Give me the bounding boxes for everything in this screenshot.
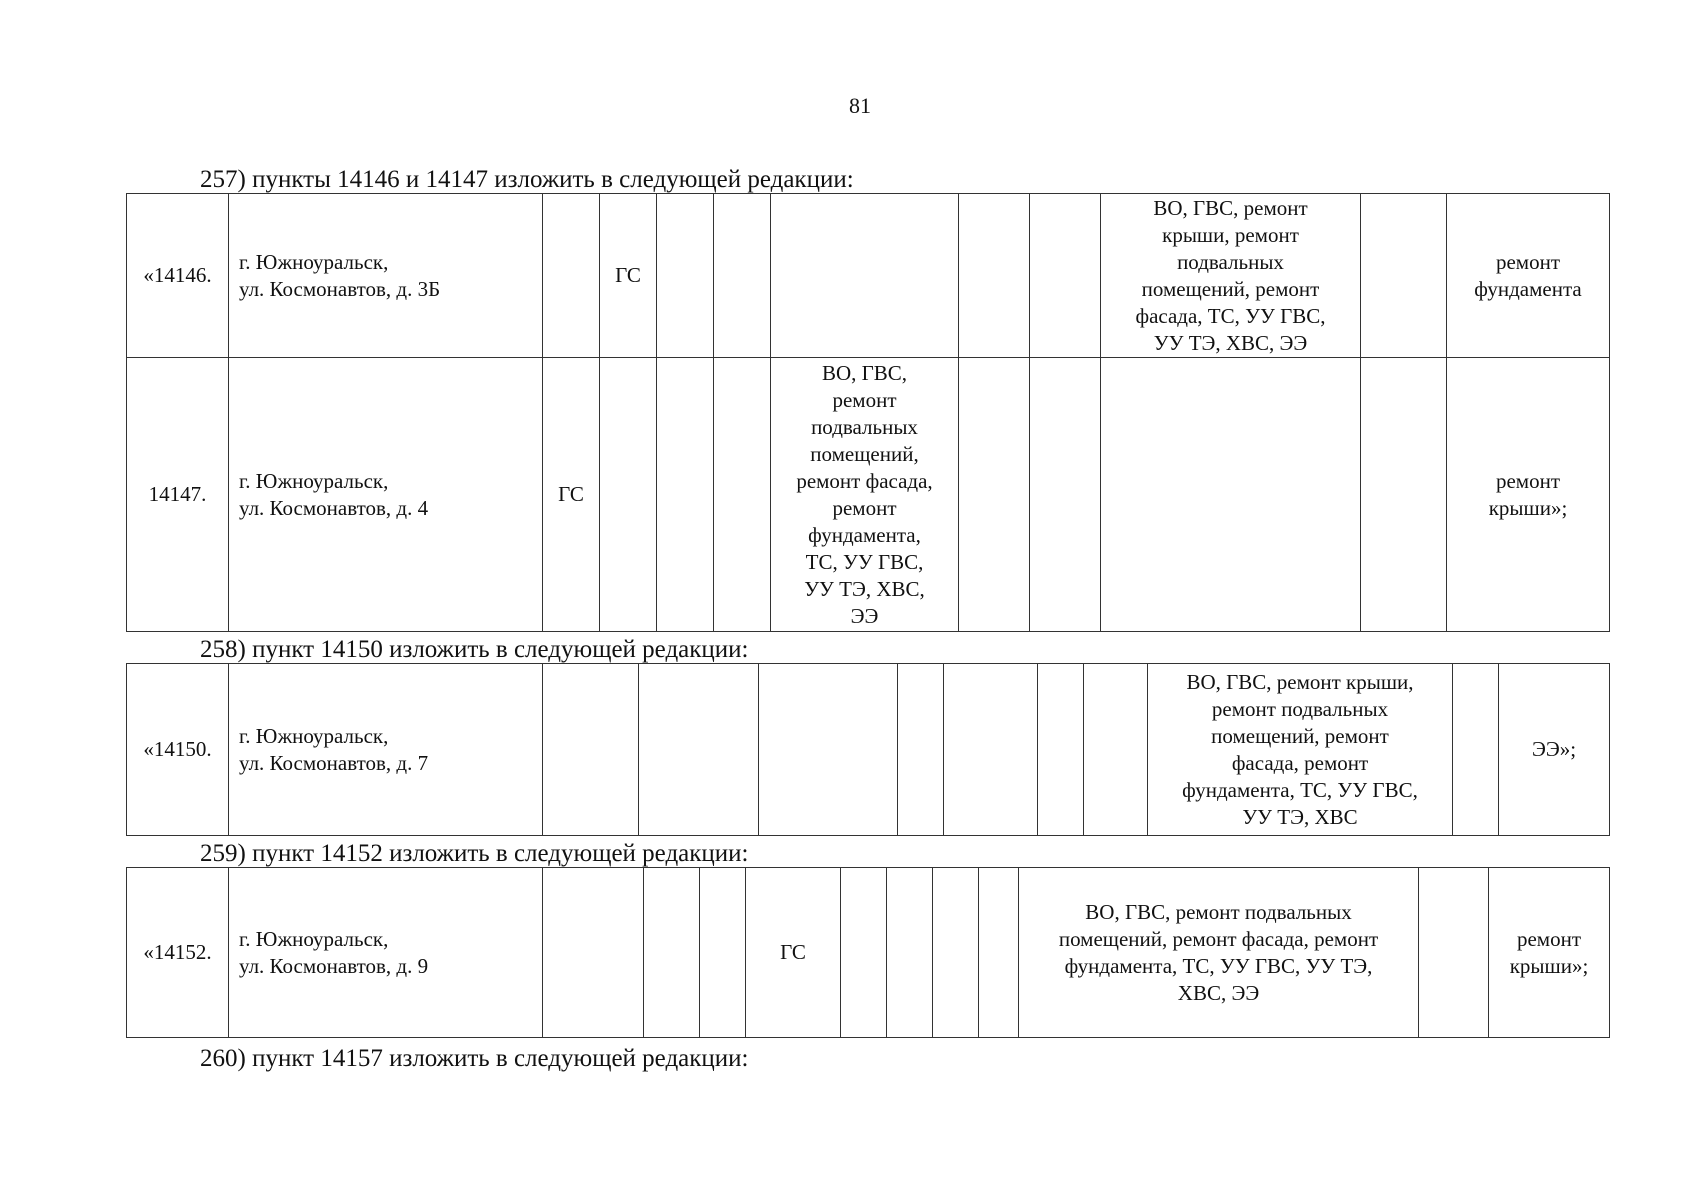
item-number: 14147. xyxy=(127,358,229,632)
amendment-table-14146-14147 xyxy=(126,193,1610,632)
table-cell xyxy=(898,664,944,836)
works-cell: ВО, ГВС, ремонт подвальных помещений, ремонт фасада, ремонт фундамента, ТС, УУ ГВС, УУ ТЭ, ХВС, ЭЭ xyxy=(771,358,959,632)
table-cell xyxy=(1038,664,1084,836)
table-cell xyxy=(1030,358,1101,632)
section-heading-260: 260) пункт 14157 изложить в следующей редакции: xyxy=(200,1045,749,1072)
table-cell: ремонт фундамента xyxy=(1447,194,1610,358)
section-heading-259: 259) пункт 14152 изложить в следующей редакции: xyxy=(200,840,749,867)
table-cell xyxy=(543,194,600,358)
page-number: 81 xyxy=(849,93,871,118)
table-cell xyxy=(714,194,771,358)
table-cell: ЭЭ»; xyxy=(1499,664,1610,836)
table-cell xyxy=(759,664,898,836)
address-cell: г. Южноуральск, ул. Космонавтов, д. 7 xyxy=(229,664,543,836)
address-cell: г. Южноуральск, ул. Космонавтов, д. 4 xyxy=(229,358,543,632)
table-cell xyxy=(959,358,1030,632)
amendment-table-14152 xyxy=(126,867,1610,1038)
table-cell: ГС xyxy=(600,194,657,358)
table-cell xyxy=(639,664,759,836)
table-cell xyxy=(887,868,933,1038)
table-cell: ремонт крыши»; xyxy=(1447,358,1610,632)
table-cell xyxy=(1419,868,1489,1038)
table-cell xyxy=(1361,194,1447,358)
works-cell: ВО, ГВС, ремонт крыши, ремонт подвальных помещений, ремонт фасада, ТС, УУ ГВС, УУ ТЭ, ХВС, ЭЭ xyxy=(1101,194,1361,358)
table-cell xyxy=(1361,358,1447,632)
table-cell xyxy=(1030,194,1101,358)
table-cell xyxy=(644,868,700,1038)
works-cell: ВО, ГВС, ремонт подвальных помещений, ремонт фасада, ремонт фундамента, ТС, УУ ГВС, УУ ТЭ, ХВС, ЭЭ xyxy=(1019,868,1419,1038)
table-cell: ремонт крыши»; xyxy=(1489,868,1610,1038)
table-row xyxy=(127,194,1610,358)
item-number: «14152. xyxy=(127,868,229,1038)
table-cell xyxy=(543,664,639,836)
table-cell xyxy=(1084,664,1148,836)
table-cell xyxy=(841,868,887,1038)
address-cell: г. Южноуральск, ул. Космонавтов, д. 3Б xyxy=(229,194,543,358)
works-cell: ВО, ГВС, ремонт крыши, ремонт подвальных помещений, ремонт фасада, ремонт фундамента, ТС, УУ ГВС, УУ ТЭ, ХВС xyxy=(1148,664,1453,836)
table-cell xyxy=(543,868,644,1038)
table-cell xyxy=(979,868,1019,1038)
item-number: «14150. xyxy=(127,664,229,836)
table-cell: ГС xyxy=(746,868,841,1038)
table-cell xyxy=(1453,664,1499,836)
table-cell xyxy=(944,664,1038,836)
table-row xyxy=(127,358,1610,632)
table-cell xyxy=(771,194,959,358)
table-cell xyxy=(1101,358,1361,632)
table-row xyxy=(127,664,1610,836)
table-row xyxy=(127,868,1610,1038)
item-number: «14146. xyxy=(127,194,229,358)
section-heading-258: 258) пункт 14150 изложить в следующей редакции: xyxy=(200,636,749,663)
table-cell xyxy=(700,868,746,1038)
amendment-table-14150 xyxy=(126,663,1610,836)
table-cell xyxy=(657,358,714,632)
table-cell xyxy=(714,358,771,632)
section-heading-257: 257) пункты 14146 и 14147 изложить в следующей редакции: xyxy=(200,166,854,193)
table-cell xyxy=(933,868,979,1038)
table-cell: ГС xyxy=(543,358,600,632)
table-cell xyxy=(600,358,657,632)
table-cell xyxy=(959,194,1030,358)
address-cell: г. Южноуральск, ул. Космонавтов, д. 9 xyxy=(229,868,543,1038)
table-cell xyxy=(657,194,714,358)
